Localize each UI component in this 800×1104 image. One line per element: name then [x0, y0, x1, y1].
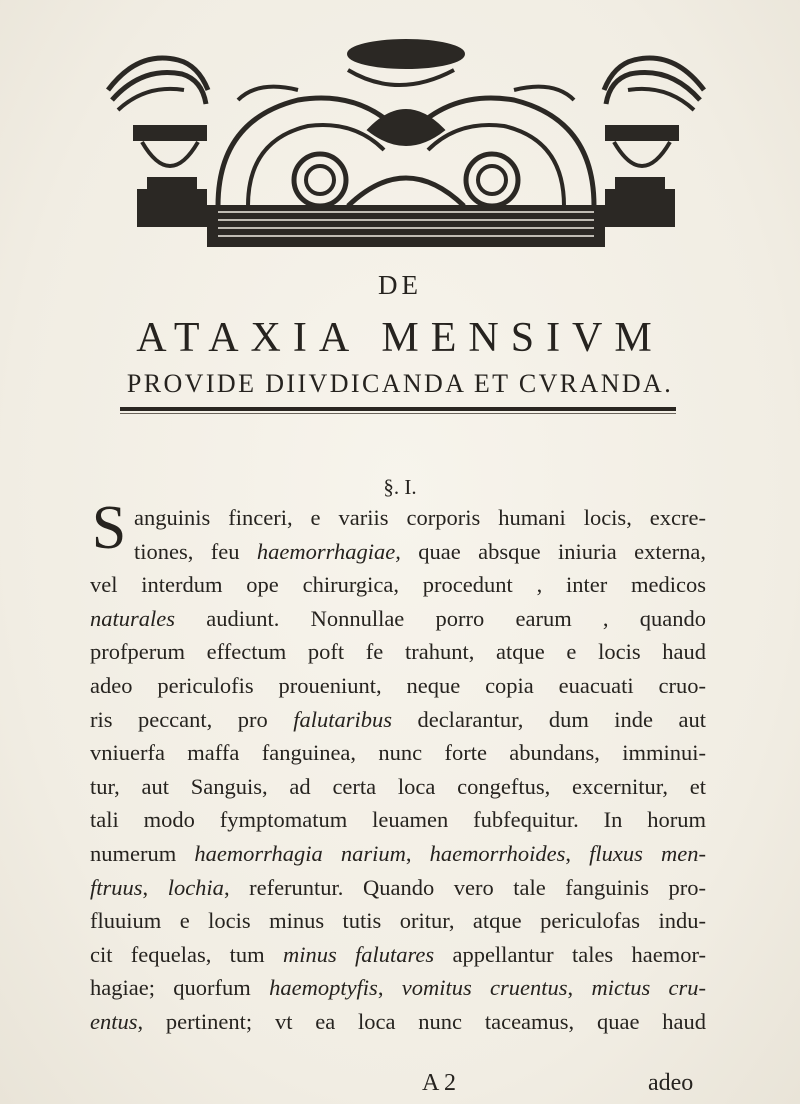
- text-line: [134, 538, 706, 564]
- text-run: cit fequelas, tum: [90, 941, 283, 967]
- page-subtitle: PROVIDE DIIVDICANDA ET CVRANDA.: [126, 369, 674, 398]
- text-line: [90, 574, 706, 597]
- italic-term: vomitus cruentus: [401, 975, 568, 1001]
- italic-term: minus falutares: [282, 941, 435, 967]
- headpiece-ornament: [98, 30, 714, 252]
- title-rule: [120, 407, 676, 411]
- text-run: ,: [565, 841, 590, 866]
- text-line: [90, 641, 706, 664]
- italic-term: fluxus men-: [589, 841, 707, 866]
- signature-mark: A 2: [422, 1070, 457, 1096]
- text-run: tiones, feu: [134, 538, 257, 564]
- text-run: quae absque iniuria externa,: [400, 538, 706, 564]
- italic-term: haemorrhagia narium: [194, 841, 406, 866]
- section-number: §. I.: [383, 475, 417, 499]
- text-run: ,: [567, 975, 592, 1001]
- italic-term: entus: [90, 1009, 138, 1034]
- catchword: adeo: [648, 1070, 694, 1096]
- text-run: , referuntur. Quando vero tale fanguinis pro-: [223, 874, 707, 900]
- italic-term: mictus cru-: [591, 975, 707, 1001]
- text-run: ,: [142, 874, 168, 900]
- text-line: [90, 773, 706, 799]
- text-run: profperum effectum poft fe trahunt, atque e locis haud: [90, 639, 706, 665]
- text-run: ris peccant, pro: [90, 706, 294, 732]
- text-run: appellantur tales haemor-: [434, 941, 706, 967]
- text-line: [90, 742, 706, 765]
- text-run: ,: [405, 841, 430, 866]
- text-line: [90, 843, 706, 866]
- text-run: tur, aut Sanguis, ad certa loca congeftus, excernitur, et: [90, 773, 706, 799]
- text-run: numerum: [90, 841, 195, 866]
- text-run: ,: [377, 975, 402, 1001]
- text-run: audiunt. Nonnullae porro earum , quando: [175, 605, 706, 631]
- text-run: adeo periculofis proueniunt, neque copia euacuati cruo-: [90, 673, 706, 698]
- text-run: hagiae; quorfum: [90, 975, 270, 1001]
- title-rule-thin: [120, 413, 676, 414]
- italic-term: haemoptyfis: [269, 975, 378, 1001]
- text-line: [90, 706, 706, 732]
- text-run: anguinis finceri, e variis corporis humani locis, excre-: [134, 505, 706, 530]
- italic-term: naturales: [90, 605, 176, 631]
- text-line: [90, 874, 707, 900]
- italic-term: lochia: [167, 874, 224, 900]
- page-title: ATAXIA MENSIVM: [136, 315, 664, 361]
- text-line: [90, 675, 706, 698]
- text-line: [90, 941, 706, 967]
- text-run: fluuium e locis minus tutis oritur, atque periculofas indu-: [90, 908, 706, 934]
- italic-term: haemorrhagiae,: [256, 538, 401, 564]
- title-prefix: DE: [378, 270, 422, 300]
- text-run: tali modo fymptomatum leuamen fubfequitur. In horum: [90, 807, 706, 833]
- text-run: vniuerfa maffa fanguinea, nunc forte abundans, imminui-: [90, 740, 706, 766]
- italic-term: haemorrhoides: [429, 841, 566, 866]
- drop-cap: S: [91, 494, 127, 562]
- text-line: [90, 910, 706, 933]
- text-line: [90, 809, 706, 832]
- text-run: declarantur, dum inde aut: [392, 706, 706, 732]
- text-run: , pertinent; vt ea loca nunc taceamus, quae haud: [137, 1009, 706, 1034]
- italic-term: ftruus: [90, 874, 143, 900]
- text-line: [90, 1011, 706, 1034]
- text-line: [90, 605, 706, 631]
- text-line: [134, 507, 706, 530]
- text-line: [90, 977, 706, 1000]
- italic-term: falutaribus: [293, 706, 392, 732]
- text-run: vel interdum ope chirurgica, procedunt , inter medicos: [90, 572, 706, 598]
